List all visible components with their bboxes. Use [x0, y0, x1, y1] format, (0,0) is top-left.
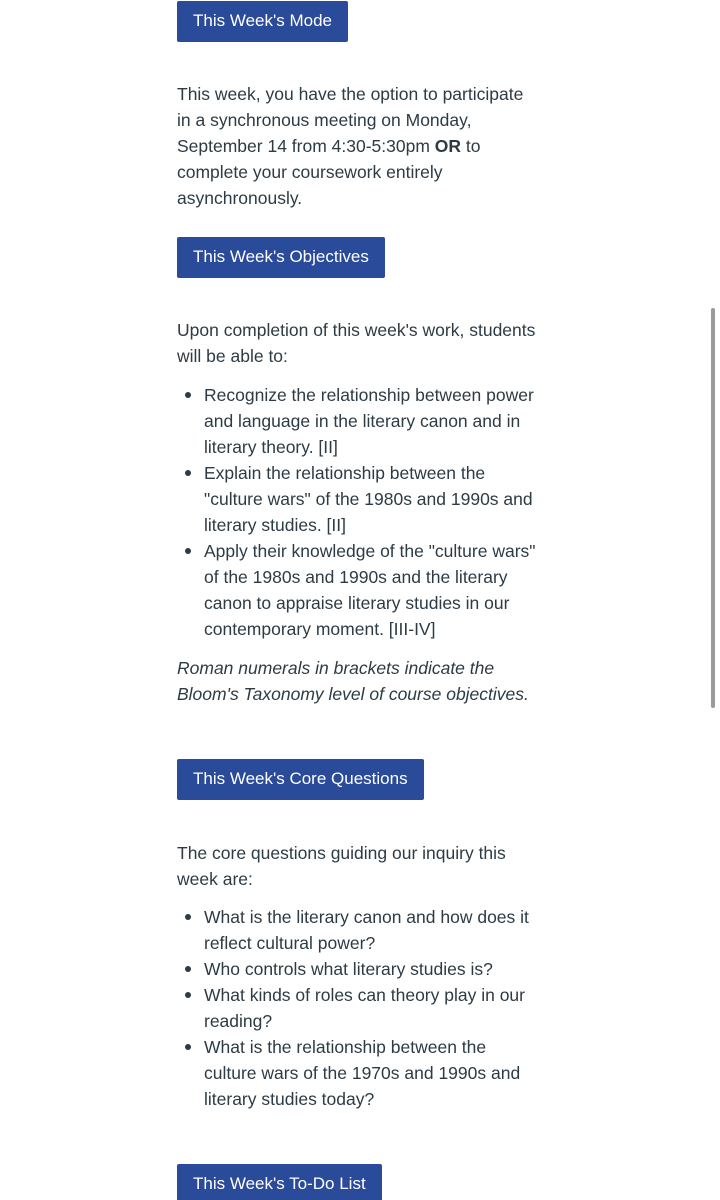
list-item	[177, 460, 537, 538]
objectives-note: Roman numerals in brackets indicate the Bloom's Taxonomy level of course objectives.	[177, 658, 529, 704]
list-item	[177, 956, 537, 982]
objectives-list	[177, 382, 537, 642]
todo-section-button[interactable]: This Week's To-Do List	[177, 1164, 382, 1200]
list-item-text: Who controls what literary studies is?	[204, 959, 493, 979]
bullet-icon	[185, 1044, 191, 1050]
list-item-text: Explain the relationship between the "culture wars" of the 1980s and 1990s and literary studies. [II]	[204, 463, 533, 535]
bullet-icon	[185, 992, 191, 998]
list-item	[177, 538, 537, 642]
list-item	[177, 982, 537, 1034]
core-questions-section-button[interactable]: This Week's Core Questions	[177, 759, 424, 800]
bullet-icon	[185, 914, 191, 920]
mode-text-after: to complete your coursework entirely asynchronously.	[177, 136, 481, 208]
list-item	[177, 904, 537, 956]
objectives-intro: Upon completion of this week's work, students will be able to:	[177, 320, 536, 366]
list-item	[177, 1034, 537, 1112]
scrollbar-thumb[interactable]	[711, 308, 715, 708]
core-questions-list	[177, 904, 537, 1112]
bullet-icon	[185, 470, 191, 476]
list-item-text: What kinds of roles can theory play in our reading?	[204, 985, 525, 1031]
list-item-text: What is the literary canon and how does it reflect cultural power?	[204, 907, 529, 953]
bullet-icon	[185, 966, 191, 972]
mode-description	[177, 81, 537, 211]
mode-section-button[interactable]: This Week's Mode	[177, 1, 348, 42]
bullet-icon	[185, 548, 191, 554]
list-item-text: Recognize the relationship between power and language in the literary canon and in literary theory. [II]	[204, 385, 534, 457]
bullet-icon	[185, 392, 191, 398]
objectives-section-button[interactable]: This Week's Objectives	[177, 237, 385, 278]
list-item-text: Apply their knowledge of the "culture wars" of the 1980s and 1990s and the literary canon to appraise literary studies in our contemporary moment. [III-IV]	[204, 541, 536, 639]
mode-text-before: This week, you have the option to participate in a synchronous meeting on Monday, September 14 from 4:30-5:30pm	[177, 84, 524, 156]
core-questions-intro: The core questions guiding our inquiry this week are:	[177, 843, 506, 889]
mode-text-bold: OR	[434, 136, 462, 156]
list-item-text: What is the relationship between the culture wars of the 1970s and 1990s and literary studies today?	[204, 1037, 521, 1109]
list-item	[177, 382, 537, 460]
